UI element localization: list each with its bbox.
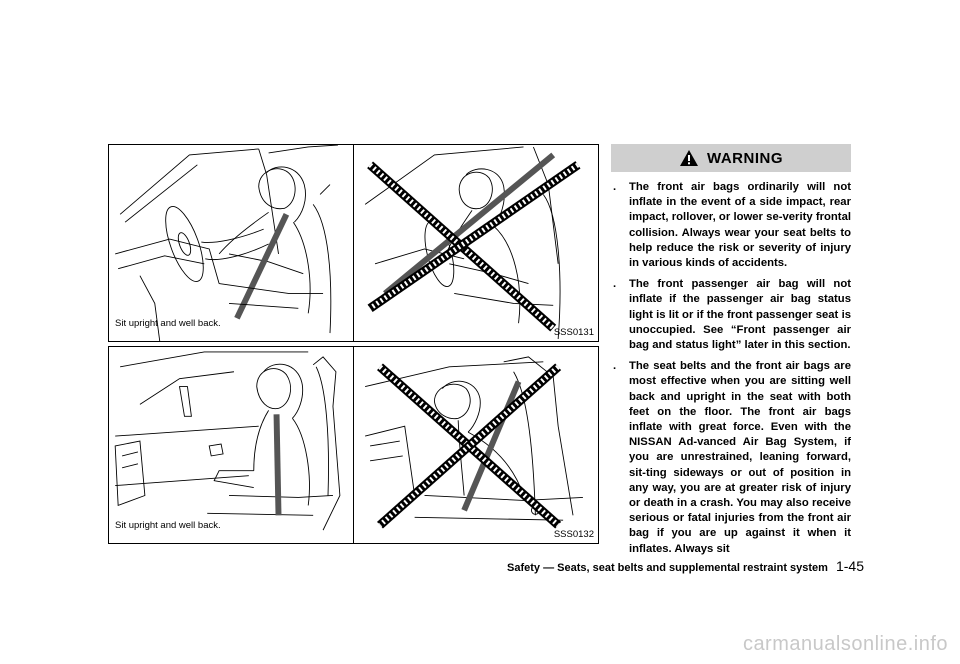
warning-list xyxy=(611,180,851,557)
illustration-incorrect-passenger xyxy=(354,347,598,543)
illustration-correct-passenger xyxy=(109,347,353,543)
warning-header xyxy=(611,144,851,172)
warning-item-text: The front passenger air bag will not inflate if the passenger air bag status light is lit or if the front passenger seat is unoccupied. See “Front passenger air bag and status light” later in this section. xyxy=(629,278,851,352)
warning-section xyxy=(611,144,851,558)
figure-sss0132 xyxy=(108,346,599,544)
warning-title: WARNING xyxy=(707,149,783,167)
page-number: 1-45 xyxy=(835,558,864,574)
bullet: . xyxy=(613,360,617,373)
figure-sss0131 xyxy=(108,144,599,342)
illustration-correct-driver xyxy=(109,145,353,341)
figure-caption: Sit upright and well back. xyxy=(115,318,221,329)
watermark: carmanualsonline.info xyxy=(742,633,948,655)
warning-item-text: The front air bags ordinarily will not inflate in the event of a side impact, rear impact, rollover, or lower se-verity frontal collision. Always wear your seat belts to help reduce the risk or severity of injury in various kinds of accidents. xyxy=(629,181,851,270)
warning-item xyxy=(611,277,851,353)
figure-code: SSS0132 xyxy=(553,529,594,540)
footer-section-title: Safety — Seats, seat belts and supplemental restraint system xyxy=(507,562,828,574)
page-footer xyxy=(480,558,864,574)
figure-code: SSS0131 xyxy=(553,327,594,338)
warning-item xyxy=(611,359,851,557)
figure-caption: Sit upright and well back. xyxy=(115,520,221,531)
warning-triangle-icon xyxy=(679,149,699,167)
illustration-incorrect-driver xyxy=(354,145,598,341)
bullet: . xyxy=(613,278,617,291)
warning-item-text: The seat belts and the front air bags are most effective when you are sitting well back and upright in the seat with both feet on the floor. The front air bags inflate with great force. Even with the NISSAN Ad-vanced Air Bag System, if you are unrestrained, leaning forward, sit-ting sideways or out of position in any way, you are at greater risk of injury or death in a crash. You may also receive serious or fatal injuries from the front air bag if you are up against it when it inflates. Always sit xyxy=(629,360,851,555)
bullet: . xyxy=(613,181,617,193)
warning-item xyxy=(611,180,851,271)
